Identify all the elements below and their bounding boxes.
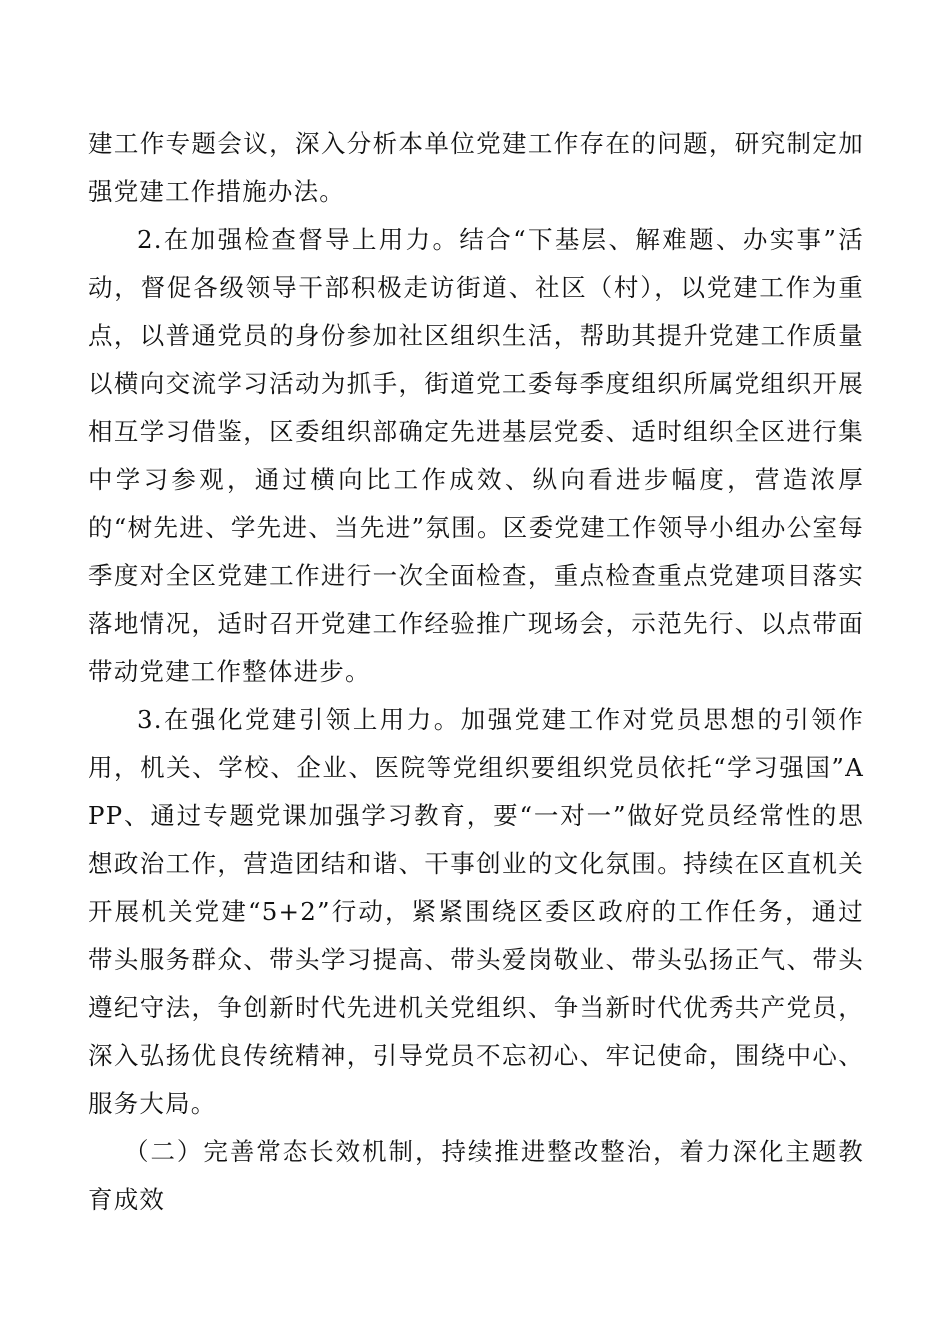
paragraph-item-2: 2.在加强检查督导上用力。结合“下基层、解难题、办实事”活动，督促各级领导干部积极走访街道、社区（村），以党建工作为重点，以普通党员的身份参加社区组织生活，帮助其提升党建工作质量以横向交流学习活动为抓手，街道党工委每季度组织所属党组织开展相互学习借鉴，区委组织部确定先进基层党委、适时组织全区进行集中学习参观，通过横向比工作成效、纵向看进步幅度，营造浓厚的“树先进、学先进、当先进”氛围。区委党建工作领导小组办公室每季度对全区党建工作进行一次全面检查，重点检查重点党建项目落实落地情况，适时召开党建工作经验推广现场会，示范先行、以点带面带动党建工作整体进步。 <box>88 225 864 686</box>
paragraph-continuation: 建工作专题会议，深入分析本单位党建工作存在的问题，研究制定加强党建工作措施办法。 <box>88 129 864 206</box>
document-body <box>88 120 864 1224</box>
paragraph-item-3: 3.在强化党建引领上用力。加强党建工作对党员思想的引领作用，机关、学校、企业、医院等党组织要组织党员依托“学习强国”APP、通过专题党课加强学习教育，要“一对一”做好党员经常性的思想政治工作，营造团结和谐、干事创业的文化氛围。持续在区直机关开展机关党建“5+2”行动，紧紧围绕区委区政府的工作任务，通过带头服务群众、带头学习提高、带头爱岗敬业、带头弘扬正气、带头遵纪守法，争创新时代先进机关党组织、争当新时代优秀共产党员，深入弘扬优良传统精神，引导党员不忘初心、牢记使命，围绕中心、服务大局。 <box>88 705 864 1118</box>
section-heading-2: （二）完善常态长效机制，持续推进整改整治，着力深化主题教育成效 <box>88 1137 864 1214</box>
